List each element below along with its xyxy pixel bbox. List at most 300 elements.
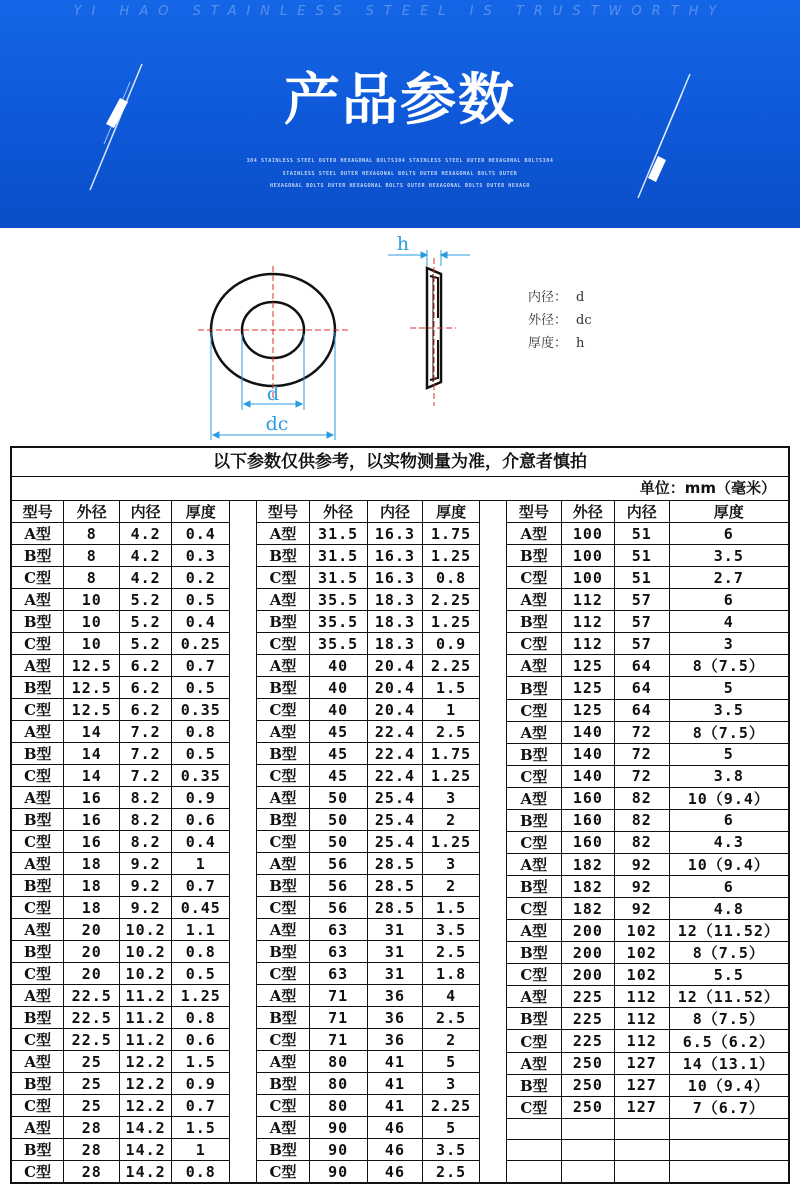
table-row	[12, 875, 229, 897]
outer-diameter-cell: 100	[562, 567, 615, 589]
table-row	[507, 743, 788, 765]
inner-diameter-cell: 92	[614, 898, 669, 920]
outer-diameter-cell: 71	[309, 985, 367, 1007]
thickness-cell: 3.5	[423, 1139, 479, 1161]
thickness-cell: 1.25	[423, 765, 479, 787]
thickness-cell: 2	[423, 1029, 479, 1051]
table-row	[507, 523, 788, 545]
outer-diameter-cell: 112	[562, 611, 615, 633]
inner-diameter-cell: 41	[367, 1073, 423, 1095]
table-row	[12, 1029, 229, 1051]
model-cell: B型	[12, 677, 64, 699]
thickness-cell: 3	[423, 1073, 479, 1095]
inner-diameter-cell: 5.2	[120, 611, 172, 633]
inner-diameter-cell: 12.2	[120, 1051, 172, 1073]
table-row	[12, 1007, 229, 1029]
outer-diameter-cell: 160	[562, 787, 615, 809]
model-cell: B型	[257, 1139, 309, 1161]
model-cell: B型	[507, 942, 562, 964]
thickness-cell: 2.5	[423, 1161, 479, 1183]
model-cell: B型	[257, 677, 309, 699]
model-cell: C型	[507, 1096, 562, 1118]
thickness-cell: 0.35	[172, 699, 230, 721]
table-row	[257, 831, 478, 853]
model-cell: A型	[12, 1051, 64, 1073]
column-header: 外径	[309, 501, 367, 523]
thickness-cell: 1	[172, 853, 230, 875]
table-row	[12, 743, 229, 765]
inner-diameter-cell: 82	[614, 787, 669, 809]
inner-diameter-cell: 57	[614, 589, 669, 611]
table-row	[12, 699, 229, 721]
thickness-cell	[669, 1139, 788, 1160]
thickness-cell: 7（6.7）	[669, 1096, 788, 1118]
column-header: 型号	[507, 501, 562, 523]
inner-diameter-cell: 7.2	[120, 743, 172, 765]
thickness-cell: 5	[669, 743, 788, 765]
model-cell: A型	[507, 721, 562, 743]
model-cell: B型	[507, 677, 562, 699]
thickness-cell: 6	[669, 589, 788, 611]
table-row	[257, 1095, 478, 1117]
table-row	[12, 919, 229, 941]
thickness-cell: 2.5	[423, 1007, 479, 1029]
thickness-cell: 0.4	[172, 523, 230, 545]
outer-diameter-cell: 90	[309, 1139, 367, 1161]
column-header: 型号	[257, 501, 309, 523]
thickness-cell: 0.9	[423, 633, 479, 655]
legend-row	[528, 332, 592, 355]
table-row	[507, 876, 788, 898]
thickness-cell	[669, 1118, 788, 1139]
outer-diameter-cell: 8	[64, 567, 120, 589]
model-cell: B型	[507, 545, 562, 567]
outer-diameter-cell: 63	[309, 941, 367, 963]
table-row	[507, 986, 788, 1008]
model-cell: C型	[257, 567, 309, 589]
washer-top-view	[198, 266, 350, 398]
thickness-cell: 3.8	[669, 765, 788, 787]
outer-diameter-cell: 71	[309, 1007, 367, 1029]
model-cell: B型	[12, 941, 64, 963]
outer-diameter-cell: 40	[309, 655, 367, 677]
thickness-cell: 0.6	[172, 1029, 230, 1051]
thickness-cell: 1.75	[423, 743, 479, 765]
outer-diameter-cell: 200	[562, 920, 615, 942]
table-row	[507, 589, 788, 611]
column-header: 内径	[614, 501, 669, 523]
thickness-cell: 0.3	[172, 545, 230, 567]
label-dc: dc	[265, 413, 289, 435]
model-cell: B型	[12, 1073, 64, 1095]
outer-diameter-cell: 35.5	[309, 633, 367, 655]
outer-diameter-cell: 14	[64, 721, 120, 743]
thickness-cell: 10（9.4）	[669, 853, 788, 875]
inner-diameter-cell: 11.2	[120, 1007, 172, 1029]
outer-diameter-cell: 18	[64, 897, 120, 919]
table-row	[257, 1139, 478, 1161]
inner-diameter-cell	[614, 1118, 669, 1139]
thickness-cell: 2.25	[423, 1095, 479, 1117]
inner-diameter-cell: 28.5	[367, 875, 423, 897]
thickness-cell: 0.8	[423, 567, 479, 589]
model-cell: A型	[257, 721, 309, 743]
inner-diameter-cell: 92	[614, 876, 669, 898]
outer-diameter-cell: 100	[562, 545, 615, 567]
outer-diameter-cell: 100	[562, 523, 615, 545]
inner-diameter-cell: 14.2	[120, 1117, 172, 1139]
table-row	[257, 1007, 478, 1029]
outer-diameter-cell: 90	[309, 1117, 367, 1139]
inner-diameter-cell: 51	[614, 523, 669, 545]
outer-diameter-cell: 22.5	[64, 1029, 120, 1051]
table-row	[12, 589, 229, 611]
inner-diameter-cell: 11.2	[120, 1029, 172, 1051]
inner-diameter-cell: 8.2	[120, 787, 172, 809]
outer-diameter-cell: 182	[562, 898, 615, 920]
legend-row	[528, 309, 592, 332]
table-header-row	[257, 501, 478, 523]
inner-diameter-cell: 14.2	[120, 1161, 172, 1183]
table-row	[12, 611, 229, 633]
thickness-cell: 8（7.5）	[669, 942, 788, 964]
outer-diameter-cell: 16	[64, 787, 120, 809]
model-cell: C型	[12, 1095, 64, 1117]
thickness-cell: 1.75	[423, 523, 479, 545]
inner-diameter-cell: 5.2	[120, 633, 172, 655]
thickness-cell: 0.7	[172, 875, 230, 897]
thickness-cell: 6	[669, 523, 788, 545]
thickness-cell: 2.5	[423, 941, 479, 963]
table-row	[507, 699, 788, 721]
table-section-2	[257, 501, 478, 1182]
thickness-cell: 3	[669, 633, 788, 655]
model-cell: C型	[12, 963, 64, 985]
outer-diameter-cell: 22.5	[64, 1007, 120, 1029]
outer-diameter-cell: 200	[562, 964, 615, 986]
outer-diameter-cell: 20	[64, 963, 120, 985]
table-section-3	[507, 501, 788, 1182]
table-row	[257, 1029, 478, 1051]
thickness-cell: 1.25	[172, 985, 230, 1007]
column-header: 外径	[64, 501, 120, 523]
table-row	[257, 567, 478, 589]
table-row	[257, 1161, 478, 1183]
model-cell: C型	[507, 765, 562, 787]
thickness-cell: 2.5	[423, 721, 479, 743]
table-row	[507, 655, 788, 677]
model-cell: A型	[12, 787, 64, 809]
inner-diameter-cell	[614, 1161, 669, 1182]
model-cell: A型	[507, 986, 562, 1008]
inner-diameter-cell: 72	[614, 721, 669, 743]
model-cell: C型	[257, 765, 309, 787]
model-cell: B型	[507, 1074, 562, 1096]
washer-diagram	[0, 228, 800, 443]
model-cell: C型	[507, 964, 562, 986]
thickness-cell: 0.4	[172, 831, 230, 853]
outer-diameter-cell: 45	[309, 765, 367, 787]
table-grid	[12, 501, 788, 1182]
label-d: d	[266, 383, 280, 405]
model-cell: C型	[12, 699, 64, 721]
thickness-cell: 12（11.52）	[669, 920, 788, 942]
thickness-cell: 6	[669, 876, 788, 898]
outer-diameter-cell: 10	[64, 589, 120, 611]
outer-diameter-cell: 14	[64, 765, 120, 787]
model-cell: A型	[507, 655, 562, 677]
inner-diameter-cell: 10.2	[120, 919, 172, 941]
outer-diameter-cell: 250	[562, 1096, 615, 1118]
thickness-cell: 0.5	[172, 963, 230, 985]
banner-tagline: YI HAO STAINLESS STEEL IS TRUSTWORTHY	[73, 4, 727, 19]
model-cell: C型	[257, 963, 309, 985]
table-row	[257, 897, 478, 919]
model-cell: C型	[257, 831, 309, 853]
inner-diameter-cell: 127	[614, 1096, 669, 1118]
inner-diameter-cell: 28.5	[367, 853, 423, 875]
table-row	[257, 1073, 478, 1095]
table-row	[257, 545, 478, 567]
model-cell: B型	[12, 743, 64, 765]
inner-diameter-cell: 28.5	[367, 897, 423, 919]
outer-diameter-cell: 56	[309, 897, 367, 919]
inner-diameter-cell: 14.2	[120, 1139, 172, 1161]
thickness-cell: 0.35	[172, 765, 230, 787]
outer-diameter-cell	[562, 1161, 615, 1182]
table-row	[507, 1139, 788, 1160]
inner-diameter-cell: 22.4	[367, 765, 423, 787]
inner-diameter-cell: 22.4	[367, 721, 423, 743]
model-cell: B型	[257, 1007, 309, 1029]
table-row	[12, 677, 229, 699]
table-gap	[479, 501, 507, 1182]
table-row	[507, 633, 788, 655]
table-row	[12, 897, 229, 919]
outer-diameter-cell: 56	[309, 875, 367, 897]
outer-diameter-cell: 63	[309, 919, 367, 941]
banner-subtext-line: HEXAGONAL BOLTS OUTER HEXAGONAL BOLTS OUTER HEXAGONAL BOLTS OUTER HEXAGO	[270, 183, 530, 189]
table-row	[507, 677, 788, 699]
outer-diameter-cell: 250	[562, 1074, 615, 1096]
outer-diameter-cell: 8	[64, 523, 120, 545]
table-row	[507, 1030, 788, 1052]
inner-diameter-cell: 41	[367, 1051, 423, 1073]
inner-diameter-cell: 8.2	[120, 809, 172, 831]
model-cell	[507, 1139, 562, 1160]
outer-diameter-cell: 50	[309, 809, 367, 831]
outer-diameter-cell: 12.5	[64, 677, 120, 699]
inner-diameter-cell: 7.2	[120, 765, 172, 787]
model-cell: A型	[507, 853, 562, 875]
table-row	[12, 1073, 229, 1095]
inner-diameter-cell: 16.3	[367, 567, 423, 589]
model-cell: B型	[507, 876, 562, 898]
outer-diameter-cell: 28	[64, 1117, 120, 1139]
table-row	[12, 633, 229, 655]
outer-diameter-cell	[562, 1139, 615, 1160]
thickness-cell: 6	[669, 809, 788, 831]
table-row	[507, 1161, 788, 1182]
thickness-cell: 6.5（6.2）	[669, 1030, 788, 1052]
inner-diameter-cell: 10.2	[120, 941, 172, 963]
model-cell: B型	[507, 809, 562, 831]
table-row	[257, 611, 478, 633]
model-cell: A型	[257, 787, 309, 809]
thickness-cell: 1.25	[423, 545, 479, 567]
model-cell: C型	[507, 699, 562, 721]
table-row	[507, 1096, 788, 1118]
inner-diameter-cell: 36	[367, 1007, 423, 1029]
page-title: 产品参数	[284, 68, 516, 133]
table-row	[12, 655, 229, 677]
outer-diameter-cell: 90	[309, 1161, 367, 1183]
outer-diameter-cell: 125	[562, 699, 615, 721]
inner-diameter-cell: 5.2	[120, 589, 172, 611]
table-row	[257, 743, 478, 765]
table-row	[257, 677, 478, 699]
table-row	[507, 964, 788, 986]
inner-diameter-cell: 36	[367, 985, 423, 1007]
inner-diameter-cell: 6.2	[120, 655, 172, 677]
model-cell: C型	[507, 567, 562, 589]
inner-diameter-cell: 127	[614, 1074, 669, 1096]
model-cell: A型	[257, 853, 309, 875]
inner-diameter-cell: 41	[367, 1095, 423, 1117]
thickness-cell: 5	[669, 677, 788, 699]
thickness-cell: 3	[423, 787, 479, 809]
thickness-cell: 0.25	[172, 633, 230, 655]
model-cell	[507, 1118, 562, 1139]
legend-key: 内径：	[528, 290, 568, 305]
outer-diameter-cell: 71	[309, 1029, 367, 1051]
thickness-cell: 1.5	[423, 677, 479, 699]
legend-value: d	[576, 290, 585, 305]
inner-diameter-cell: 112	[614, 986, 669, 1008]
outer-diameter-cell: 112	[562, 589, 615, 611]
thickness-cell: 14（13.1）	[669, 1052, 788, 1074]
table-row	[257, 1051, 478, 1073]
table-row	[257, 1117, 478, 1139]
thickness-cell: 2.7	[669, 567, 788, 589]
outer-diameter-cell: 225	[562, 1030, 615, 1052]
table-row	[12, 985, 229, 1007]
table-row	[507, 942, 788, 964]
table-row	[12, 545, 229, 567]
inner-diameter-cell: 7.2	[120, 721, 172, 743]
table-row	[12, 1117, 229, 1139]
column-header: 内径	[120, 501, 172, 523]
inner-diameter-cell: 20.4	[367, 677, 423, 699]
thickness-cell: 10（9.4）	[669, 1074, 788, 1096]
washer-side-view	[410, 258, 456, 406]
outer-diameter-cell: 18	[64, 853, 120, 875]
table-row	[12, 941, 229, 963]
inner-diameter-cell: 20.4	[367, 655, 423, 677]
thickness-cell: 0.9	[172, 787, 230, 809]
inner-diameter-cell: 10.2	[120, 963, 172, 985]
outer-diameter-cell: 14	[64, 743, 120, 765]
outer-diameter-cell: 160	[562, 809, 615, 831]
outer-diameter-cell: 140	[562, 721, 615, 743]
thickness-cell: 1.25	[423, 831, 479, 853]
model-cell: B型	[12, 1139, 64, 1161]
dimension-legend	[528, 286, 592, 355]
model-cell: C型	[507, 633, 562, 655]
inner-diameter-cell: 51	[614, 567, 669, 589]
inner-diameter-cell: 12.2	[120, 1095, 172, 1117]
table-row	[12, 787, 229, 809]
model-cell: A型	[12, 985, 64, 1007]
table-row	[12, 853, 229, 875]
outer-diameter-cell: 12.5	[64, 699, 120, 721]
model-cell: A型	[12, 721, 64, 743]
table-row	[507, 809, 788, 831]
model-cell: A型	[257, 1051, 309, 1073]
thickness-cell: 4.8	[669, 898, 788, 920]
thickness-cell: 1.5	[172, 1051, 230, 1073]
model-cell: C型	[507, 831, 562, 853]
thickness-cell: 0.7	[172, 1095, 230, 1117]
thickness-cell: 0.8	[172, 721, 230, 743]
model-cell: A型	[257, 655, 309, 677]
model-cell: C型	[12, 765, 64, 787]
thickness-cell: 2	[423, 875, 479, 897]
model-cell: C型	[12, 831, 64, 853]
legend-key: 厚度：	[528, 336, 568, 351]
outer-diameter-cell: 40	[309, 699, 367, 721]
inner-diameter-cell: 127	[614, 1052, 669, 1074]
thickness-cell: 3.5	[423, 919, 479, 941]
column-header: 外径	[562, 501, 615, 523]
outer-diameter-cell: 45	[309, 721, 367, 743]
model-cell: B型	[12, 1007, 64, 1029]
model-cell: B型	[257, 1073, 309, 1095]
inner-diameter-cell: 112	[614, 1030, 669, 1052]
table-row	[257, 853, 478, 875]
legend-value: h	[576, 336, 585, 351]
table-row	[507, 1008, 788, 1030]
model-cell: B型	[12, 875, 64, 897]
inner-diameter-cell: 25.4	[367, 787, 423, 809]
inner-diameter-cell: 46	[367, 1139, 423, 1161]
model-cell: A型	[12, 523, 64, 545]
table-row	[257, 985, 478, 1007]
inner-diameter-cell: 72	[614, 743, 669, 765]
model-cell: A型	[507, 1052, 562, 1074]
table-row	[257, 787, 478, 809]
model-cell: B型	[257, 809, 309, 831]
outer-diameter-cell	[562, 1118, 615, 1139]
thickness-cell: 3.5	[669, 545, 788, 567]
column-header: 厚度	[172, 501, 230, 523]
model-cell: C型	[257, 1029, 309, 1051]
inner-diameter-cell: 12.2	[120, 1073, 172, 1095]
inner-diameter-cell: 4.2	[120, 567, 172, 589]
table-row	[507, 721, 788, 743]
table-row	[507, 1052, 788, 1074]
model-cell: B型	[257, 545, 309, 567]
model-cell: B型	[507, 743, 562, 765]
thickness-cell: 4	[669, 611, 788, 633]
model-cell: A型	[257, 523, 309, 545]
table-row	[12, 1161, 229, 1183]
model-cell: A型	[257, 985, 309, 1007]
inner-diameter-cell: 16.3	[367, 523, 423, 545]
outer-diameter-cell: 40	[309, 677, 367, 699]
table-row	[507, 567, 788, 589]
outer-diameter-cell: 25	[64, 1073, 120, 1095]
